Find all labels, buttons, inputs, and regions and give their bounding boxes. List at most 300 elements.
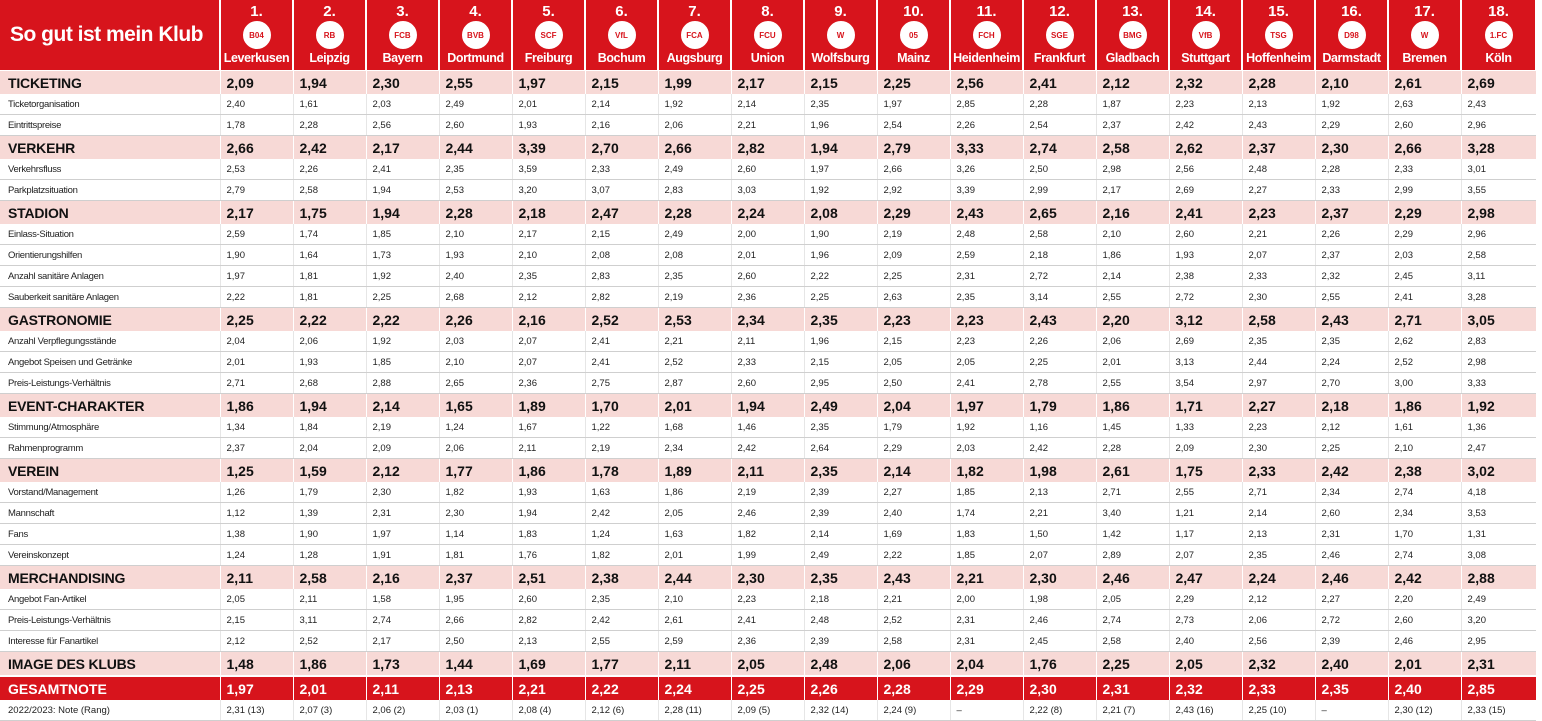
score-cell: 2,31	[950, 631, 1023, 652]
score-cell: 2,62	[1388, 331, 1461, 352]
team-header	[1096, 0, 1169, 71]
team-header	[1242, 0, 1315, 71]
total-row	[0, 676, 1536, 700]
score-cell: 2,34	[658, 438, 731, 459]
score-cell: 2,71	[1242, 482, 1315, 503]
team-header	[877, 0, 950, 71]
row-label: Preis-Leistungs-Verhältnis	[0, 610, 220, 631]
criterion-row	[0, 266, 1536, 287]
score-cell: 2,59	[220, 224, 293, 245]
team-header	[1315, 0, 1388, 71]
score-cell: 1,63	[658, 524, 731, 545]
score-cell: 2,29	[1315, 115, 1388, 136]
score-cell: 1,85	[366, 352, 439, 373]
score-cell: 2,62	[1169, 136, 1242, 160]
team-header-content	[1316, 0, 1387, 70]
score-cell: 1,97	[877, 94, 950, 115]
score-cell: 1,34	[220, 417, 293, 438]
score-cell: 3,12	[1169, 308, 1242, 332]
score-cell: 1,46	[731, 417, 804, 438]
score-cell: 2,06	[439, 438, 512, 459]
team-name: Union	[750, 51, 785, 65]
score-cell: 2,25	[877, 266, 950, 287]
club-crest-icon: W	[1411, 21, 1439, 49]
club-crest-icon: FCH	[973, 21, 1001, 49]
score-cell: 2,03	[439, 331, 512, 352]
score-cell: 2,72	[1023, 266, 1096, 287]
score-cell: 2,41	[1169, 201, 1242, 225]
score-cell: 2,40	[1388, 676, 1461, 700]
score-cell: 2,44	[1242, 352, 1315, 373]
score-cell: 2,17	[220, 201, 293, 225]
club-crest-icon: FCA	[681, 21, 709, 49]
score-cell: 3,55	[1461, 180, 1536, 201]
club-crest-icon: BMG	[1119, 21, 1147, 49]
score-cell: 2,92	[877, 180, 950, 201]
score-cell: 2,12	[512, 287, 585, 308]
score-cell: 2,17	[512, 224, 585, 245]
score-cell: 2,96	[1461, 224, 1536, 245]
team-rank: 9.	[834, 3, 847, 20]
score-cell: 2,01	[731, 245, 804, 266]
row-label: MERCHANDISING	[0, 566, 220, 590]
score-cell: 2,14	[731, 94, 804, 115]
score-cell: 2,47	[585, 201, 658, 225]
score-cell: 1,97	[220, 266, 293, 287]
score-cell: 1,77	[585, 652, 658, 677]
score-cell: 2,45	[1388, 266, 1461, 287]
score-cell: 2,08	[658, 245, 731, 266]
row-label: Interesse für Fanartikel	[0, 631, 220, 652]
score-cell: 2,32	[1169, 71, 1242, 95]
score-cell: 1,97	[950, 394, 1023, 418]
score-cell: 2,09	[220, 71, 293, 95]
score-cell: 2,69	[1461, 71, 1536, 95]
score-cell: 2,22	[220, 287, 293, 308]
score-cell: 2,34	[1388, 503, 1461, 524]
score-cell: 2,58	[293, 566, 366, 590]
score-cell: 1,94	[731, 394, 804, 418]
category-row	[0, 308, 1536, 332]
team-header-content	[513, 0, 584, 70]
score-cell: 2,39	[804, 631, 877, 652]
score-cell: 2,07	[1023, 545, 1096, 566]
team-header-content	[1097, 0, 1168, 70]
score-cell: 2,95	[1461, 631, 1536, 652]
score-cell: 1,96	[804, 245, 877, 266]
score-cell: 2,15	[585, 71, 658, 95]
score-cell: 2,40	[439, 266, 512, 287]
team-header-content	[951, 0, 1022, 70]
club-crest-icon: FCU	[754, 21, 782, 49]
row-label: Vorstand/Management	[0, 482, 220, 503]
score-cell: 2,58	[1461, 245, 1536, 266]
score-cell: 2,20	[1388, 589, 1461, 610]
score-cell: 1,92	[950, 417, 1023, 438]
row-label: EVENT-CHARAKTER	[0, 394, 220, 418]
score-cell: 1,94	[366, 180, 439, 201]
score-cell: 1,64	[293, 245, 366, 266]
score-cell: 2,64	[804, 438, 877, 459]
score-cell: 2,46	[731, 503, 804, 524]
score-cell: 2,51	[512, 566, 585, 590]
score-cell: 1,85	[366, 224, 439, 245]
score-cell: 1,38	[220, 524, 293, 545]
score-cell: 3,26	[950, 159, 1023, 180]
score-cell: 3,54	[1169, 373, 1242, 394]
score-cell: 1,93	[1169, 245, 1242, 266]
score-cell: 3,11	[293, 610, 366, 631]
score-cell: 2,14	[1242, 503, 1315, 524]
score-cell: 2,21 (7)	[1096, 700, 1169, 721]
score-cell: 2,49	[658, 224, 731, 245]
score-cell: 2,35	[804, 459, 877, 483]
score-cell: 2,37	[1315, 245, 1388, 266]
club-crest-icon: BVB	[462, 21, 490, 49]
score-cell: 2,83	[585, 266, 658, 287]
team-name: Bremen	[1402, 51, 1447, 65]
score-cell: 1,85	[950, 482, 1023, 503]
score-cell: 2,29	[1388, 201, 1461, 225]
score-cell: 1,94	[804, 136, 877, 160]
score-cell: 2,61	[1096, 459, 1169, 483]
score-cell: 2,33	[1242, 266, 1315, 287]
row-label: Vereinskonzept	[0, 545, 220, 566]
score-cell: 1,89	[512, 394, 585, 418]
score-cell: 2,22	[585, 676, 658, 700]
score-cell: 2,98	[1461, 201, 1536, 225]
score-cell: 2,04	[220, 331, 293, 352]
score-cell: 2,18	[1315, 394, 1388, 418]
score-cell: 2,25	[1315, 438, 1388, 459]
team-rank: 2.	[323, 3, 336, 20]
score-cell: 2,49	[804, 394, 877, 418]
criterion-row	[0, 224, 1536, 245]
score-cell: 2,37	[220, 438, 293, 459]
score-cell: 2,32	[1242, 652, 1315, 677]
score-cell: 2,78	[1023, 373, 1096, 394]
score-cell: 1,67	[512, 417, 585, 438]
team-header	[804, 0, 877, 71]
score-cell: 2,29	[950, 676, 1023, 700]
score-cell: 1,24	[439, 417, 512, 438]
score-cell: 2,07 (3)	[293, 700, 366, 721]
score-cell: 1,93	[512, 115, 585, 136]
score-cell: 2,27	[877, 482, 950, 503]
score-cell: 2,28	[1023, 94, 1096, 115]
score-cell: 2,50	[877, 373, 950, 394]
score-cell: 2,41	[585, 352, 658, 373]
table-header-row	[0, 0, 1536, 71]
score-cell: 2,53	[658, 308, 731, 332]
score-cell: 2,26	[293, 159, 366, 180]
score-cell: 2,39	[804, 482, 877, 503]
score-cell: 2,05	[877, 352, 950, 373]
score-cell: 1,86	[512, 459, 585, 483]
score-cell: 1,48	[220, 652, 293, 677]
score-cell: 2,58	[1242, 308, 1315, 332]
score-cell: 2,85	[950, 94, 1023, 115]
score-cell: 1,97	[512, 71, 585, 95]
score-cell: 1,31	[1461, 524, 1536, 545]
score-cell: 2,21	[950, 566, 1023, 590]
score-cell: 2,97	[1242, 373, 1315, 394]
team-header	[950, 0, 1023, 71]
score-cell: 2,14	[585, 94, 658, 115]
score-cell: 2,21	[731, 115, 804, 136]
score-cell: 2,23	[1169, 94, 1242, 115]
criterion-row	[0, 631, 1536, 652]
score-cell: 3,13	[1169, 352, 1242, 373]
team-name: Frankfurt	[1033, 51, 1086, 65]
score-cell: 2,21	[1242, 224, 1315, 245]
score-cell: 2,03 (1)	[439, 700, 512, 721]
table-body	[0, 71, 1536, 721]
score-cell: 2,04	[877, 394, 950, 418]
score-cell: 2,71	[1096, 482, 1169, 503]
team-rank: 11.	[976, 3, 997, 20]
score-cell: 2,46	[1023, 610, 1096, 631]
score-cell: 2,54	[877, 115, 950, 136]
score-cell: 2,25	[877, 71, 950, 95]
score-cell: 2,23	[1242, 417, 1315, 438]
score-cell: 2,65	[439, 373, 512, 394]
team-name: Augsburg	[666, 51, 723, 65]
score-cell: 2,52	[658, 352, 731, 373]
score-cell: 2,27	[1242, 394, 1315, 418]
score-cell: 1,74	[293, 224, 366, 245]
score-cell: 2,28	[658, 201, 731, 225]
club-crest-icon: FCB	[389, 21, 417, 49]
score-cell: 2,99	[1388, 180, 1461, 201]
score-cell: 2,36	[512, 373, 585, 394]
score-cell: 2,28	[1096, 438, 1169, 459]
score-cell: 2,25	[731, 676, 804, 700]
score-cell: 3,39	[512, 136, 585, 160]
score-cell: 3,53	[1461, 503, 1536, 524]
score-cell: 1,93	[439, 245, 512, 266]
category-row	[0, 136, 1536, 160]
team-rank: 6.	[615, 3, 628, 20]
score-cell: 1,75	[293, 201, 366, 225]
criterion-row	[0, 94, 1536, 115]
score-cell: 2,26	[1023, 331, 1096, 352]
score-cell: 2,12 (6)	[585, 700, 658, 721]
score-cell: 2,33	[585, 159, 658, 180]
score-cell: 1,76	[512, 545, 585, 566]
row-label: VEREIN	[0, 459, 220, 483]
score-cell: 2,10	[439, 352, 512, 373]
score-cell: 2,15	[804, 352, 877, 373]
team-rank: 15.	[1268, 3, 1289, 20]
score-cell: 2,72	[1169, 287, 1242, 308]
score-cell: 2,35	[1315, 676, 1388, 700]
score-cell: 1,50	[1023, 524, 1096, 545]
score-cell: 1,90	[220, 245, 293, 266]
score-cell: 1,26	[220, 482, 293, 503]
club-crest-icon: RB	[316, 21, 344, 49]
score-cell: 2,13	[1023, 482, 1096, 503]
score-cell: 2,15	[585, 224, 658, 245]
score-cell: 2,74	[366, 610, 439, 631]
score-cell: 2,85	[1461, 676, 1536, 700]
score-cell: 1,73	[366, 245, 439, 266]
score-cell: 2,30	[1315, 136, 1388, 160]
score-cell: 1,61	[293, 94, 366, 115]
club-crest-icon: W	[827, 21, 855, 49]
score-cell: 2,35	[1315, 331, 1388, 352]
score-cell: 1,90	[804, 224, 877, 245]
score-cell: 2,42	[293, 136, 366, 160]
score-cell: 2,58	[877, 631, 950, 652]
score-cell: 3,33	[1461, 373, 1536, 394]
score-cell: 2,10	[658, 589, 731, 610]
row-label: Eintrittspreise	[0, 115, 220, 136]
score-cell: 2,28 (11)	[658, 700, 731, 721]
score-cell: 1,82	[585, 545, 658, 566]
score-cell: 3,14	[1023, 287, 1096, 308]
score-cell: 2,43	[950, 201, 1023, 225]
score-cell: 2,60	[512, 589, 585, 610]
score-cell: 2,16	[366, 566, 439, 590]
score-cell: 2,10	[1315, 71, 1388, 95]
score-cell: 2,70	[1315, 373, 1388, 394]
score-cell: 1,45	[1096, 417, 1169, 438]
team-header-content	[732, 0, 803, 70]
score-cell: 1,59	[293, 459, 366, 483]
score-cell: 2,68	[439, 287, 512, 308]
score-cell: 2,73	[1169, 610, 1242, 631]
club-crest-icon: B04	[243, 21, 271, 49]
score-cell: 2,24	[731, 201, 804, 225]
score-cell: 2,55	[1315, 287, 1388, 308]
score-cell: 2,35	[512, 266, 585, 287]
score-cell: 2,69	[1169, 180, 1242, 201]
score-cell: 2,63	[1388, 94, 1461, 115]
row-label: TICKETING	[0, 71, 220, 95]
score-cell: 2,53	[220, 159, 293, 180]
score-cell: 1,12	[220, 503, 293, 524]
score-cell: 1,92	[658, 94, 731, 115]
score-cell: 2,20	[1096, 308, 1169, 332]
row-label: Stimmung/Atmosphäre	[0, 417, 220, 438]
row-label: Sauberkeit sanitäre Anlagen	[0, 287, 220, 308]
score-cell: 2,09 (5)	[731, 700, 804, 721]
score-cell: 2,45	[1023, 631, 1096, 652]
score-cell: 1,94	[293, 71, 366, 95]
score-cell: 2,21	[658, 331, 731, 352]
score-cell: 2,26	[1315, 224, 1388, 245]
score-cell: 2,56	[950, 71, 1023, 95]
score-cell: 2,08	[585, 245, 658, 266]
score-cell: 1,94	[512, 503, 585, 524]
score-cell: 2,35	[439, 159, 512, 180]
score-cell: 2,75	[585, 373, 658, 394]
team-header-content	[294, 0, 365, 70]
team-rank: 8.	[761, 3, 774, 20]
score-cell: 1,39	[293, 503, 366, 524]
team-header	[1169, 0, 1242, 71]
score-cell: 2,33	[1315, 180, 1388, 201]
score-cell: 2,30	[1242, 287, 1315, 308]
criterion-row	[0, 159, 1536, 180]
row-label: Einlass-Situation	[0, 224, 220, 245]
score-cell: 2,72	[1315, 610, 1388, 631]
score-cell: 2,59	[658, 631, 731, 652]
score-cell: 2,31	[1315, 524, 1388, 545]
score-cell: 2,03	[366, 94, 439, 115]
score-cell: 1,90	[293, 524, 366, 545]
score-cell: 2,01	[512, 94, 585, 115]
score-cell: 1,87	[1096, 94, 1169, 115]
score-cell: 2,21	[1023, 503, 1096, 524]
score-cell: 2,41	[1388, 287, 1461, 308]
score-cell: 2,30 (12)	[1388, 700, 1461, 721]
score-cell: 1,79	[877, 417, 950, 438]
score-cell: 1,97	[804, 159, 877, 180]
score-cell: 2,42	[731, 438, 804, 459]
score-cell: 2,32	[1315, 266, 1388, 287]
team-header	[439, 0, 512, 71]
score-cell: 2,60	[1315, 503, 1388, 524]
score-cell: 2,49	[658, 159, 731, 180]
score-cell: 2,79	[220, 180, 293, 201]
team-header	[658, 0, 731, 71]
score-cell: 2,06	[1242, 610, 1315, 631]
score-cell: 2,10	[1096, 224, 1169, 245]
team-header-content	[878, 0, 949, 70]
score-cell: 1,28	[293, 545, 366, 566]
score-cell: 2,30	[1023, 566, 1096, 590]
score-cell: 2,38	[1169, 266, 1242, 287]
score-cell: 2,37	[1096, 115, 1169, 136]
criterion-row	[0, 352, 1536, 373]
score-cell: 2,33	[1242, 459, 1315, 483]
team-rank: 10.	[903, 3, 924, 20]
score-cell: 2,13	[1242, 524, 1315, 545]
score-cell: 1,74	[950, 503, 1023, 524]
score-cell: 2,48	[950, 224, 1023, 245]
score-cell: 2,05	[1096, 589, 1169, 610]
row-label: Preis-Leistungs-Verhältnis	[0, 373, 220, 394]
team-name: Dortmund	[447, 51, 504, 65]
score-cell: 2,38	[585, 566, 658, 590]
team-header-content	[1243, 0, 1314, 70]
score-cell: 2,08	[804, 201, 877, 225]
team-rank: 4.	[469, 3, 482, 20]
team-rank: 3.	[396, 3, 409, 20]
score-cell: 2,99	[1023, 180, 1096, 201]
score-cell: 1,92	[1315, 94, 1388, 115]
criterion-row	[0, 115, 1536, 136]
score-cell: 1,36	[1461, 417, 1536, 438]
team-header-content	[440, 0, 511, 70]
score-cell: 2,24	[1315, 352, 1388, 373]
score-cell: 3,59	[512, 159, 585, 180]
score-cell: 2,23	[950, 331, 1023, 352]
score-cell: 2,01	[1096, 352, 1169, 373]
score-cell: 1,96	[804, 115, 877, 136]
score-cell: 2,12	[1096, 71, 1169, 95]
score-cell: 1,85	[950, 545, 1023, 566]
score-cell: 2,33 (15)	[1461, 700, 1536, 721]
team-header	[512, 0, 585, 71]
score-cell: 2,37	[1242, 136, 1315, 160]
team-name: Leverkusen	[223, 51, 290, 65]
score-cell: 1,99	[731, 545, 804, 566]
score-cell: 2,83	[1461, 331, 1536, 352]
score-cell: 1,82	[731, 524, 804, 545]
